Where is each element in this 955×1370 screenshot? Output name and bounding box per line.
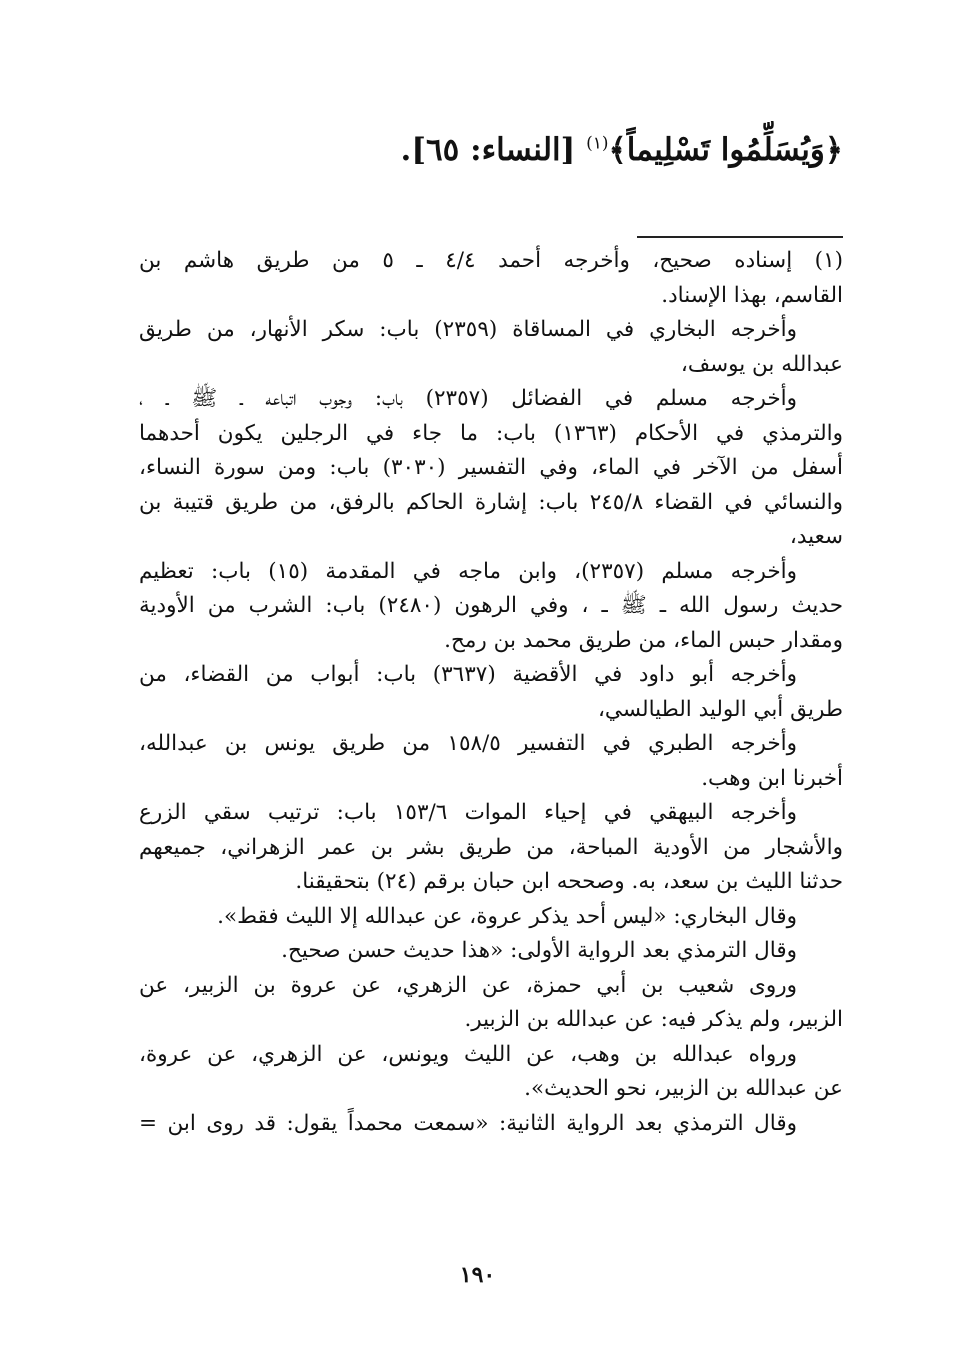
footnote-line: حدثنا الليث بن سعد، به. وصححه ابن حبان برقم (٢٤) بتحقيقنا. xyxy=(295,869,843,894)
footnote-line: وأخرجه أبو داود في الأقضية (٣٦٣٧) باب: أبواب من القضاء، من xyxy=(139,662,798,687)
footnote-line: ورواه عبدالله بن وهب، عن الليث ويونس، عن الزهري، عن عروة، xyxy=(139,1041,797,1067)
footnote-line: طريق أبي الوليد الطيالسي، xyxy=(597,696,843,722)
quran-verse xyxy=(123,128,843,172)
footnote-line: سعيد، xyxy=(789,524,843,549)
footnote-line: وروى شعيب بن أبي حمزة، عن الزهري، عن عروة بن الزبير، عن xyxy=(139,972,797,998)
footnote-block xyxy=(139,244,843,1141)
footnote-line: والأشجار من الأودية المباحة، من طريق بشر بن عمر الزهراني، جميعهم xyxy=(139,834,843,860)
footnote-line: الزبير، ولم يذكر فيه: عن عبدالله بن الزبير. xyxy=(464,1007,843,1032)
page-number: ١٩٠ xyxy=(459,1262,496,1288)
footnote-line: وأخرجه مسلم في الفضائل (٢٣٥٧) باب: وجوب اتباعه ـ ﷺ ـ ، xyxy=(139,386,797,411)
footnote-line: أسفل من الآخر في الماء، وفي التفسير (٣٠٣٠) باب: ومن سورة النساء، xyxy=(139,455,843,480)
footnote-line: حديث رسول الله ـ ﷺ ـ ، وفي الرهون (٢٤٨٠) باب: الشرب من الأودية xyxy=(139,593,843,618)
footnote-marker: (١) xyxy=(586,133,609,154)
footnote-line: والترمذي في الأحكام (١٣٦٣) باب: ما جاء في الرجلين يكون أحدهما xyxy=(139,420,843,446)
footnote-line: وأخرجه البخاري في المساقاة (٢٣٥٩) باب: سكر الأنهار، من طريق xyxy=(139,317,797,342)
footnote-line: وقال الترمذي بعد الرواية الأولى: «هذا حديث حسن صحيح. xyxy=(281,938,797,963)
footnote-line: وأخرجه الطبري في التفسير ١٥٨/٥ من طريق يونس بن عبدالله، xyxy=(139,731,797,756)
footnote-line: أخبرنا ابن وهب. xyxy=(701,765,843,791)
footnote-line: وقال الترمذي بعد الرواية الثانية: «سمعت محمداً يقول: قد روى ابن = xyxy=(139,1110,797,1136)
footnote-line: عبدالله بن يوسف، xyxy=(680,351,843,377)
footnote-line: وأخرجه مسلم (٢٣٥٧)، وابن ماجه في المقدمة (١٥) باب: تعظيم xyxy=(139,558,797,584)
footnote-line: (١) إسناده صحيح، وأخرجه أحمد ٤/٤ ـ ٥ من طريق هاشم بن xyxy=(139,248,843,273)
footnote-line: القاسم، بهذا الإسناد. xyxy=(661,282,843,308)
verse-text: ﴿وَيُسَلِّمُوا تَسْلِيماً﴾ xyxy=(608,132,843,168)
footnote-line: وأخرجه البيهقي في إحياء الموات ١٥٣/٦ باب: ترتيب سقي الزرع xyxy=(139,800,797,825)
footnote-line: وقال البخاري: «ليس أحد يذكر عروة، عن عبدالله إلا الليث فقط». xyxy=(217,903,797,929)
verse-citation: [النساء: ٦٥]. xyxy=(400,132,576,168)
footnote-line: ومقدار حبس الماء، من طريق محمد بن رمح. xyxy=(444,627,843,653)
footnote-separator xyxy=(637,236,843,238)
footnote-line: عن عبدالله بن الزبير، نحو الحديث». xyxy=(524,1076,843,1101)
footnote-line: والنسائي في القضاء ٢٤٥/٨ باب: إشارة الحاكم بالرفق، من طريق قتيبة بن xyxy=(139,489,843,515)
